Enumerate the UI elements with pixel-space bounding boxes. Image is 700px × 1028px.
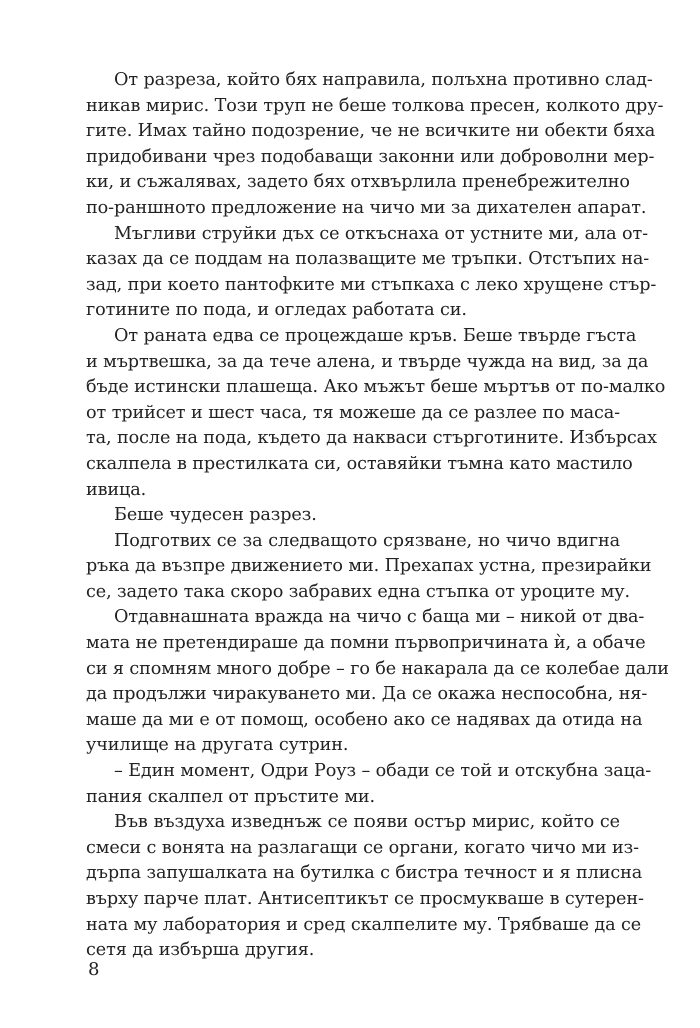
- text-line: гите. Имах тайно подозрение, че не всичките ни обекти бяха: [86, 121, 656, 142]
- text-line: ната му лаборатория и сред скалпелите му. Трябваше да се: [86, 914, 642, 935]
- text-line: От раната едва се процеждаше кръв. Беше твърде гъста: [114, 325, 637, 346]
- text-line: сетя да избърша другия.: [86, 940, 315, 961]
- text-line: от трийсет и шест часа, тя можеше да се разлее по маса-: [86, 402, 620, 423]
- text-line: Мъгливи струйки дъх се откъснаха от устните ми, ала от-: [114, 223, 648, 244]
- text-line: училище на другата сутрин.: [86, 735, 349, 756]
- text-line: ки, и съжалявах, задето бях отхвърлила пренебрежително: [86, 172, 630, 193]
- text-line: Подготвих се за следващото срязване, но чичо вдигна: [114, 530, 620, 551]
- text-line: скалпела в престилката си, оставяйки тъмна като мастило: [86, 453, 633, 474]
- text-line: ръка да възпре движението ми. Прехапах устна, презирайки: [86, 556, 652, 577]
- text-line: смеси с вонята на разлагащи се органи, когато чичо ми из-: [86, 837, 639, 858]
- text-line: мата не претендираше да помни първопричината ѝ, а обаче: [86, 633, 646, 654]
- text-line: бъде истински плашеща. Ако мъжът беше мъртъв от по-малко: [86, 377, 666, 398]
- text-line: никав мирис. Този труп не беше толкова пресен, колкото дру-: [86, 95, 664, 116]
- text-line: зад, при което пантофките ми стъпкаха с леко хрущене стър-: [86, 274, 657, 295]
- text-line: ивица.: [86, 479, 147, 500]
- text-line: – Един момент, Одри Роуз – обади се той и отскубна заца-: [114, 761, 652, 782]
- text-line: Отдавнашната вражда на чичо с баща ми – никой от два-: [114, 607, 645, 628]
- text-line: и мъртвешка, за да тече алена, и твърде чужда на вид, за да: [86, 351, 649, 372]
- text-line: придобивани чрез подобаващи законни или доброволни мер-: [86, 146, 655, 167]
- text-line: маше да ми е от помощ, особено ако се надявах да отида на: [86, 709, 643, 730]
- text-line: върху парче плат. Антисептикът се просмукваше в сутерен-: [86, 889, 644, 909]
- text-line: по-раншното предложение на чичо ми за дихателен апарат.: [86, 197, 647, 218]
- text-line: дърпа запушалката на бутилка с бистра течност и я плисна: [86, 863, 643, 884]
- text-line: От разреза, който бях направила, полъхна противно слад-: [114, 70, 653, 90]
- text-line: си я спомням много добре – го бе накарала да се колебае дали: [86, 658, 669, 679]
- text-line: Във въздуха изведнъж се появи остър мирис, който се: [114, 812, 620, 833]
- page-number: 8: [88, 959, 100, 980]
- text-line: пания скалпел от пръстите ми.: [86, 786, 376, 807]
- text-line: готините по пода, и огледах работата си.: [86, 300, 467, 321]
- text-line: та, после на пода, където да накваси стърготините. Избърсах: [86, 428, 657, 449]
- text-line: да продължи чиракуването ми. Да се окажа неспособна, ня-: [86, 684, 648, 705]
- text-line: се, задето така скоро забравих една стъпка от уроците му.: [86, 581, 630, 602]
- text-line: казах да се поддам на полазващите ме тръпки. Отстъпих на-: [86, 249, 650, 270]
- body-text: [86, 68, 669, 964]
- text-line: Беше чудесен разрез.: [114, 505, 317, 526]
